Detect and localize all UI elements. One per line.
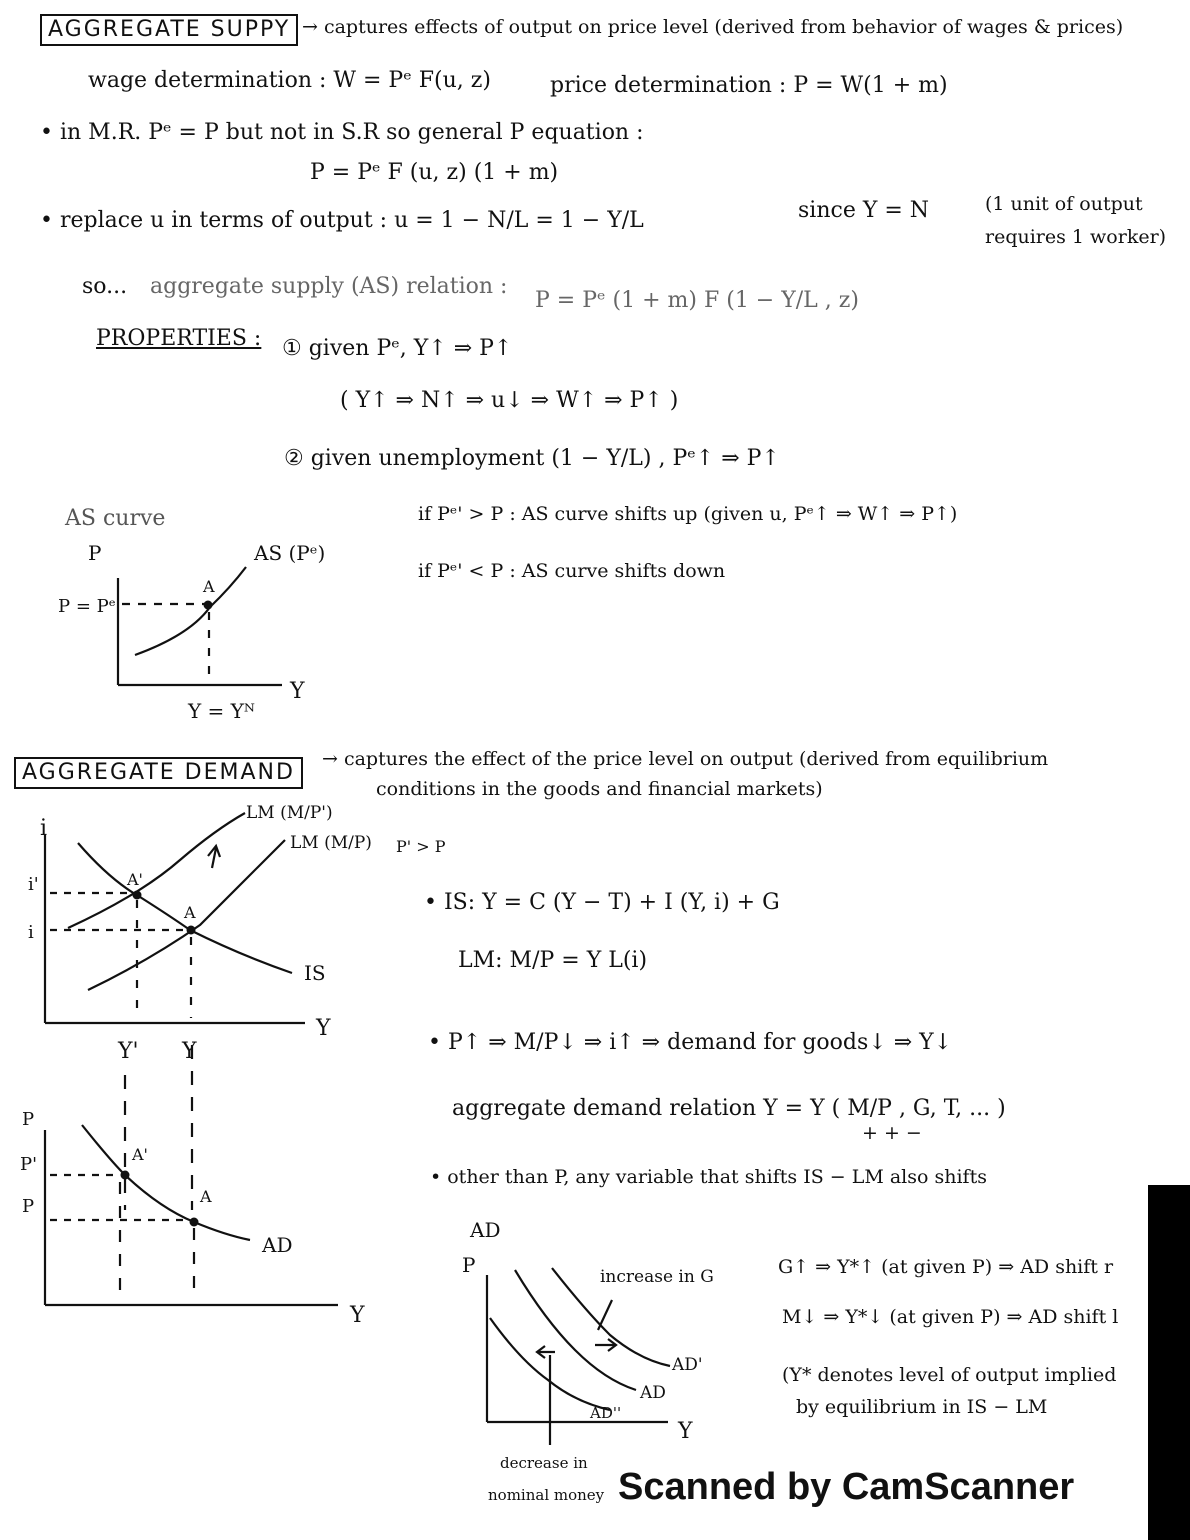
unit-note-2: requires 1 worker) — [985, 226, 1167, 248]
islm-y-label: Y — [182, 1039, 197, 1064]
g-shift-note: G↑ ⇒ Y*↑ (at given P) ⇒ AD shift r — [778, 1256, 1114, 1278]
price-determination: price determination : P = W(1 + m) — [550, 73, 948, 98]
ad-description-2: conditions in the goods and financial markets) — [376, 778, 823, 800]
as-graph-y-label: P — [88, 541, 102, 565]
since-note: since Y = N — [798, 198, 930, 223]
as-relation-equation: P = Pᵉ (1 + m) F (1 − Y/L , z) — [535, 288, 859, 313]
as-description: → captures effects of output on price level (derived from behavior of wages & prices) — [302, 16, 1124, 38]
wage-determination: wage determination : W = Pᵉ F(u, z) — [88, 68, 491, 93]
ystar-note-2: by equilibrium in IS − LM — [796, 1396, 1048, 1418]
ad-double-prime-label: AD'' — [590, 1404, 622, 1422]
increase-g-pointer — [598, 1300, 612, 1330]
as-curve-label: AS (Pᵉ) — [254, 541, 326, 565]
decrease-money-label-1: decrease in — [500, 1454, 588, 1472]
islm-lm-label: LM (M/P) — [290, 833, 372, 853]
as-point-a-label: A — [203, 577, 215, 596]
islm-x-axis-label: Y — [316, 1016, 331, 1041]
aggregate-demand-heading: AGGREGATE DEMAND — [14, 757, 303, 789]
scan-edge-shadow — [1148, 1185, 1190, 1540]
as-shift-down-note: if Pᵉ' < P : AS curve shifts down — [418, 560, 726, 582]
islm-a-prime-label: A' — [127, 870, 143, 889]
as-shift-up-note: if Pᵉ' > P : AS curve shifts up (given u, Pᵉ↑ ⇒ W↑ ⇒ P↑) — [418, 503, 958, 525]
m-shift-note: M↓ ⇒ Y*↓ (at given P) ⇒ AD shift l — [782, 1306, 1119, 1328]
price-chain: • P↑ ⇒ M/P↓ ⇒ i↑ ⇒ demand for goods↓ ⇒ Y↓ — [428, 1030, 953, 1055]
islm-a-label: A — [184, 903, 196, 922]
ad-shift-x-label: Y — [678, 1419, 693, 1444]
increase-in-g-label: increase in G — [600, 1267, 714, 1287]
islm-price-condition: P' > P — [396, 837, 446, 856]
islm-y-prime-label: Y' — [118, 1039, 139, 1064]
as-relation-label: aggregate supply (AS) relation : — [150, 274, 508, 299]
ad-label: AD — [640, 1383, 666, 1403]
property-1-chain: ( Y↑ ⇒ N↑ ⇒ u↓ ⇒ W↑ ⇒ P↑ ) — [340, 388, 679, 413]
ad-relation-signs: + + − — [862, 1122, 922, 1144]
is-equation: • IS: Y = C (Y − T) + I (Y, i) + G — [424, 890, 780, 915]
ad-graph-x-label: Y — [350, 1303, 365, 1328]
ad-p-prime-label: P' — [20, 1154, 38, 1175]
ad-relation: aggregate demand relation Y = Y ( M/P , G, T, ... ) — [452, 1096, 1006, 1121]
islm-lm-prime-label: LM (M/P') — [246, 803, 333, 823]
as-natural-output-label: Y = Yᴺ — [188, 699, 255, 723]
as-graph-x-label: Y — [290, 679, 305, 704]
islm-y-axis-label: i — [40, 816, 48, 841]
lm-equation: LM: M/P = Y L(i) — [458, 948, 648, 973]
ystar-note-1: (Y* denotes level of output implied — [782, 1364, 1117, 1386]
replace-u-note: • replace u in terms of output : u = 1 − N/L = 1 − Y/L — [40, 208, 644, 233]
ad-curve-label: AD — [262, 1233, 293, 1257]
ad-shift-y-label: P — [462, 1253, 476, 1277]
property-2: ② given unemployment (1 − Y/L) , Pᵉ↑ ⇒ P↑ — [284, 446, 780, 471]
decrease-money-label-2: nominal money — [488, 1486, 605, 1504]
islm-i-prime-label: i' — [28, 874, 39, 895]
ad-base-curve — [515, 1270, 636, 1390]
scanner-watermark: Scanned by CamScanner — [618, 1466, 1075, 1508]
property-1: ① given Pᵉ, Y↑ ⇒ P↑ — [282, 336, 513, 361]
ad-prime-label: AD' — [672, 1355, 703, 1375]
ad-a-prime-label: A' — [132, 1145, 148, 1164]
ad-graph-y-label: P — [22, 1109, 35, 1130]
ad-p-label: P — [22, 1196, 35, 1217]
properties-label: PROPERTIES : — [96, 326, 262, 351]
as-p-equals-pe-label: P = Pᵉ — [58, 596, 116, 617]
islm-i-label: i — [28, 922, 34, 943]
ad-a-label: A — [200, 1187, 212, 1206]
as-curve-title: AS curve — [65, 506, 166, 531]
ad-shift-title: AD — [470, 1218, 501, 1242]
so-label: so... — [82, 274, 128, 299]
aggregate-supply-heading: AGGREGATE SUPPY — [40, 14, 298, 46]
general-p-equation: P = Pᵉ F (u, z) (1 + m) — [310, 160, 559, 185]
islm-is-label: IS — [304, 961, 326, 985]
other-than-p-note: • other than P, any variable that shifts IS − LM also shifts — [430, 1166, 987, 1188]
unit-note-1: (1 unit of output — [985, 193, 1143, 215]
mr-note: • in M.R. Pᵉ = P but not in S.R so general P equation : — [40, 120, 644, 145]
ad-description-1: → captures the effect of the price level on output (derived from equilibrium — [322, 748, 1049, 770]
